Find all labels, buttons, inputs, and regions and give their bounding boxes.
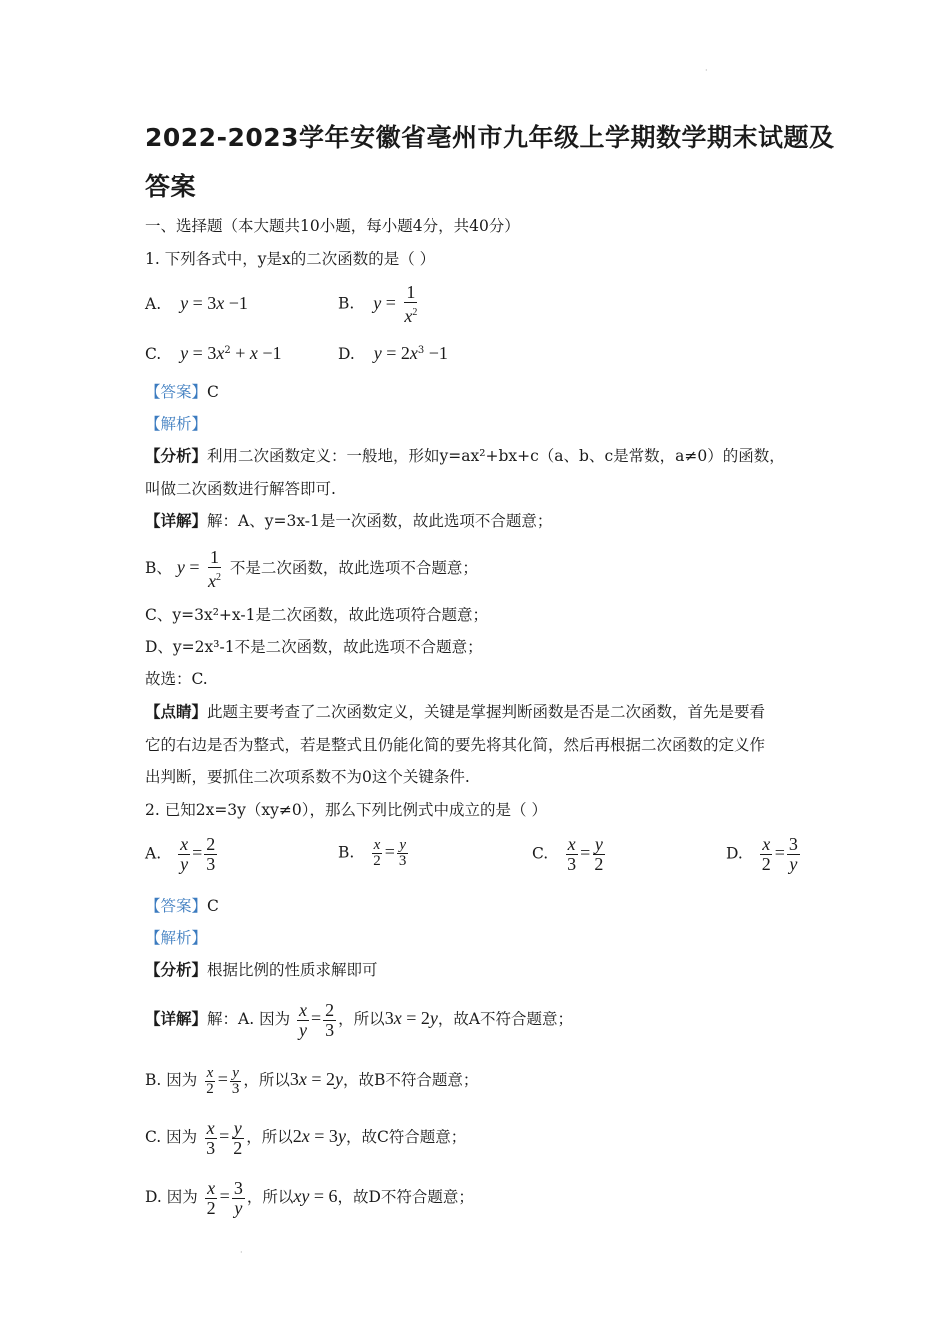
option-label: C. xyxy=(532,844,549,863)
q1-comment-cont2: 出判断，要抓住二次项系数不为0这个关键条件. xyxy=(145,768,470,786)
q1-option-a: A. y = 3x −1 xyxy=(145,293,248,313)
q2-answer xyxy=(145,895,219,917)
analysis-tag: 【分析】 xyxy=(145,446,208,465)
comment-tag: 【点睛】 xyxy=(145,702,208,721)
option-label: C. xyxy=(145,345,162,363)
q2-option-b: B. $\frac{x}{2}$ = $\frac{y}{3}$ xyxy=(338,837,407,869)
option-label: A. xyxy=(145,844,162,863)
detail-text: 不是二次函数，故此选项不合题意； xyxy=(229,559,478,577)
q1-comment-cont1: 它的右边是否为整式，若是整式且仍能化简的要先将其化简，然后再根据二次函数的定义作 xyxy=(145,736,766,754)
q2-detail-a: 【详解】解：A. 因为 $\frac{x}{y}$ = $\frac{2}{3}$ ，所以3x = 2y，故A不符合题意； xyxy=(145,999,574,1040)
option-label: A. xyxy=(145,295,162,313)
detail-tag: 【详解】 xyxy=(145,511,208,530)
q2-detail-c: C. 因为 $\frac{x}{3}$ = $\frac{y}{2}$ ，所以2x = 3y，故C符合题意； xyxy=(145,1117,467,1158)
analysis-text: 根据比例的性质求解即可 xyxy=(207,961,378,979)
q1-comment xyxy=(145,701,765,723)
q2-option-d: D. $\frac{x}{2}$ = $\frac{3}{y}$ xyxy=(726,834,798,874)
scan-speck: · xyxy=(705,66,708,75)
option-label: D. xyxy=(726,844,743,863)
scan-speck: · xyxy=(240,1248,243,1257)
section-heading: 一、选择题（本大题共10小题，每小题4分，共40分） xyxy=(145,217,520,235)
answer-tag: 【答案】 xyxy=(145,897,208,915)
q1-detail-a xyxy=(145,510,552,532)
q1-detail-d: D、y=2x³-1不是二次函数，故此选项不合题意； xyxy=(145,638,483,656)
analysis-text: 利用二次函数定义：一般地，形如y=ax²+bx+c（a、b、c是常数，a≠0）的函数， xyxy=(207,447,785,465)
detail-prefix: C. 因为 xyxy=(145,1128,198,1146)
answer-value: C xyxy=(207,383,219,401)
q1-option-d: D. $y = 2x^3 -1$ xyxy=(338,343,448,363)
detail-text: ，故D不符合题意； xyxy=(337,1188,474,1206)
detail-mid: ，所以 xyxy=(246,1188,294,1206)
q2-jiexi-tag: 【解析】 xyxy=(145,929,208,947)
answer-tag: 【答案】 xyxy=(145,383,208,401)
q2-detail-d: D. 因为 $\frac{x}{2}$ = $\frac{3}{y}$ ，所以xy = 6，故D不符合题意； xyxy=(145,1177,474,1218)
q1-answer xyxy=(145,381,219,403)
option-label: D. xyxy=(338,345,355,363)
analysis-tag: 【分析】 xyxy=(145,960,208,979)
document-title-line2: 答案 xyxy=(145,172,197,201)
q1-choose: 故选：C. xyxy=(145,670,208,688)
q1-analysis xyxy=(145,445,785,467)
q2-option-c: C. $\frac{x}{3}$ = $\frac{y}{2}$ xyxy=(532,834,604,874)
q1-jiexi-tag: 【解析】 xyxy=(145,415,208,433)
detail-prefix: D. 因为 xyxy=(145,1188,198,1206)
q1-option-c: C. $y = 3x^2 + x -1$ xyxy=(145,343,282,363)
detail-mid: ，所以 xyxy=(246,1128,293,1146)
detail-text: ，故C符合题意； xyxy=(345,1128,467,1146)
answer-value: C xyxy=(207,897,219,915)
comment-text: 此题主要考查了二次函数定义，关键是掌握判断函数是否是二次函数，首先是要看 xyxy=(207,703,766,721)
q1-analysis-cont: 叫做二次函数进行解答即可. xyxy=(145,480,336,498)
q1-stem: 1. 下列各式中，y是x的二次函数的是（ ） xyxy=(145,250,436,268)
q1-detail-b: B、 y = $\frac{1}{x^2}$ 不是二次函数，故此选项不合题意； xyxy=(145,546,478,591)
detail-mid: ，所以 xyxy=(338,1010,385,1028)
q1-detail-c: C、y=3x²+x-1是二次函数，故此选项符合题意； xyxy=(145,606,488,624)
detail-prefix: B、 xyxy=(145,559,172,577)
q2-option-a: A. $\frac{x}{y}$ = $\frac{2}{3}$ xyxy=(145,834,216,874)
detail-text: ，故A不符合题意； xyxy=(437,1010,574,1028)
detail-prefix: B. 因为 xyxy=(145,1071,198,1089)
option-label: B. xyxy=(338,843,355,862)
q1-option-b: B. y = $\frac{1}{x^2}$ xyxy=(338,282,418,326)
q2-stem: 2. 已知2x=3y（xy≠0），那么下列比例式中成立的是（ ） xyxy=(145,801,547,819)
detail-mid: ，所以 xyxy=(243,1071,290,1089)
detail-text: ，故B不符合题意； xyxy=(343,1071,479,1089)
option-label: B. xyxy=(338,294,355,313)
document-title-line1: 2022-2023学年安徽省亳州市九年级上学期数学期末试题及 xyxy=(145,123,835,152)
detail-prefix: 解：A. 因为 xyxy=(207,1010,291,1028)
q2-analysis xyxy=(145,959,378,981)
detail-tag: 【详解】 xyxy=(145,1009,208,1028)
q2-detail-b: B. 因为 $\frac{x}{2}$ = $\frac{y}{3}$ ，所以3x = 2y，故B不符合题意； xyxy=(145,1064,479,1097)
detail-text: 解：A、y=3x-1是一次函数，故此选项不合题意； xyxy=(207,512,553,530)
